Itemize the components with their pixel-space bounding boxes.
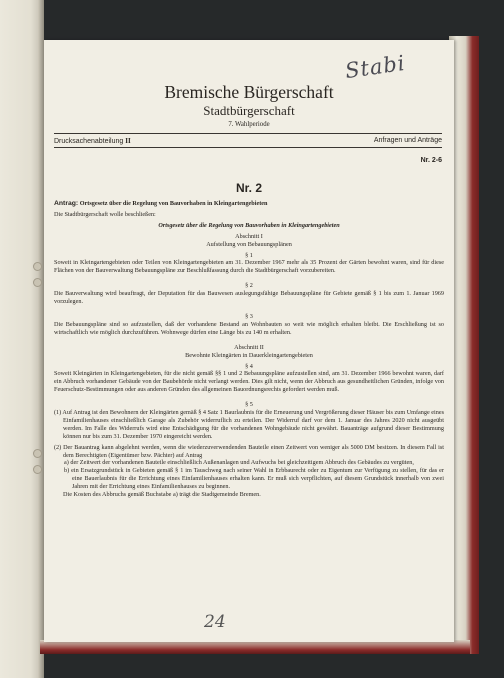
paragraph-5-2: (2) Der Bauantrag kann abgelehnt werden, wenn die wiederzuverwendenden Bauteile einen Zeitwert von weniger als 5000 DM besitzen. In diesem Fall ist dem Berechtigten (Eigentümer bzw. Pächter) auf Antrag [54, 443, 444, 459]
department-numeral: II [125, 137, 131, 145]
document-number: Nr. 2 [235, 181, 262, 195]
topic-label: Anfragen und Anträge [373, 137, 442, 144]
section1-heading: Abschnitt I [235, 232, 263, 240]
paragraph-5-1: (1) Auf Antrag ist den Bewohnern der Kleingärten gemäß § 4 Satz 1 Baurlaubnis für die Erneuerung und Vergrößerung dieser Häuser bis zum Umfange eines Einfamilienhauses einschließlich Garage als Zubehör widerruflich zu erteilen. Der Widerruf darf vor dem 1. Januar des Jahres 2020 nicht ausgeübt werden. Im Falle des Widerrufs wird eine Entschädigung für die vorhandenen Wohngebäude nicht gewährt. Bauanträge aufgrund dieser Bestimmung können nur bis zum 31. Dezember 1970 eingereicht werden. [54, 409, 444, 440]
document-subtitle: Stadtbürgerschaft [203, 103, 295, 118]
document-body [54, 200, 444, 499]
punch-hole [33, 278, 42, 287]
antrag-line [54, 200, 444, 208]
paragraph-mark-1: § 1 [245, 251, 253, 259]
handwritten-page-number: 24 [204, 612, 226, 632]
document-page [44, 40, 454, 642]
header-rule-bottom [54, 147, 442, 148]
paragraph-5-2b: b) ein Ersatzgrundstück in Gebieten gemäß § 1 im Tauschweg nach seiner Wahl in Erbbaurecht oder zu Eigentum zur Verfügung zu stellen, für das er eine Bauerlaubnis für die Errichtung eines Einfamilienhauses erhalten kann. Er muß sich verpflichten, auf diesem Grundstück innerhalb von zwei Jahren mit der Errichtung eines Einfamilienhauses zu beginnen. [64, 467, 444, 491]
paragraph-mark-3: § 3 [245, 312, 253, 320]
paragraph-mark-4: § 4 [245, 362, 253, 370]
paragraph-mark-2: § 2 [245, 282, 253, 290]
paragraph-3: Die Bebauungspläne sind so aufzustellen, daß der vorhandene Bestand an Wohnbauten so weit wie möglich erhalten bleibt. Die Erschließung ist so wirtschaftlich wie möglich durchzuführen. Wohnwege dürfen eine Länge bis zu 140 m erhalten. [54, 320, 444, 336]
law-title: Ortsgesetz über die Regelung von Bauvorhaben in Kleingartengebieten [158, 221, 340, 229]
section2-heading: Abschnitt II [234, 343, 264, 351]
department-label [54, 137, 131, 145]
punch-hole [33, 262, 42, 271]
punch-hole [33, 449, 42, 458]
punch-hole [33, 465, 42, 474]
paragraph-mark-5: § 5 [245, 401, 253, 409]
document-reference: Nr. 2-6 [420, 157, 442, 164]
paragraph-1: Soweit in Kleingartengebieten oder Teilen von Kleingartengebieten am 31. Dezember 1967 mehr als 35 Prozent der Gärten bewohnt waren, sind für diese Flächen von der Bauverwaltung Bebauungspläne zur Beschlußfassung durch die Stadtbürgerschaft vorzubereiten. [54, 259, 444, 275]
election-period: 7. Wahlperiode [228, 121, 270, 128]
binder-bottom-edge [40, 640, 470, 654]
document-title: Bremische Bürgerschaft [164, 82, 334, 102]
handwritten-note: Stabi [343, 50, 407, 84]
header-rule-top [54, 133, 442, 134]
left-page-edge [0, 0, 44, 678]
paragraph-5-2-end: Die Kosten des Abbruchs gemäß Buchstabe a) trägt die Stadtgemeinde Bremen. [63, 491, 261, 499]
section1-title: Aufstellung von Bebauungsplänen [206, 240, 292, 248]
intro-text: Die Stadtbürgerschaft wolle beschließen: [54, 210, 156, 218]
department-prefix: Drucksachenabteilung [54, 138, 124, 145]
paragraph-2: Die Bauverwaltung wird beauftragt, der Deputation für das Bauwesen auslegungsfähige Bebauungspläne für Gebiete gemäß § 1 bis zum 1. Januar 1969 vorzulegen. [54, 290, 444, 306]
section2-title: Bewohnte Kleingärten in Dauerkleingartengebieten [185, 351, 313, 359]
antrag-label: Antrag: [54, 200, 79, 207]
paragraph-4: Soweit Kleingärten in Kleingartengebieten, für die nicht gemäß §§ 1 und 2 Bebauungspläne aufzustellen sind, am 31. Dezember 1966 bewohnt waren, darf ein Abbruch vorhandener Gebäude von der Baubehörde nicht verlangt werden. Dies gilt nicht, wenn der Abbruch aus gesundheitlichen Gründen, infolge von Feuerschutz-Bestimmungen oder aus anderen Gründen des allgemeinen Bauordnungsrechts gefordert werden muß. [54, 370, 444, 394]
paragraph-5-2a: a) der Zeitwert der vorhandenen Bauteile einschließlich Außenanlagen und Aufwuchs bei gleichzeitigem Abbruch des Gebäudes zu vergüten, [64, 459, 414, 467]
antrag-text: Ortsgesetz über die Regelung von Bauvorhaben in Kleingartengebieten [79, 200, 268, 207]
